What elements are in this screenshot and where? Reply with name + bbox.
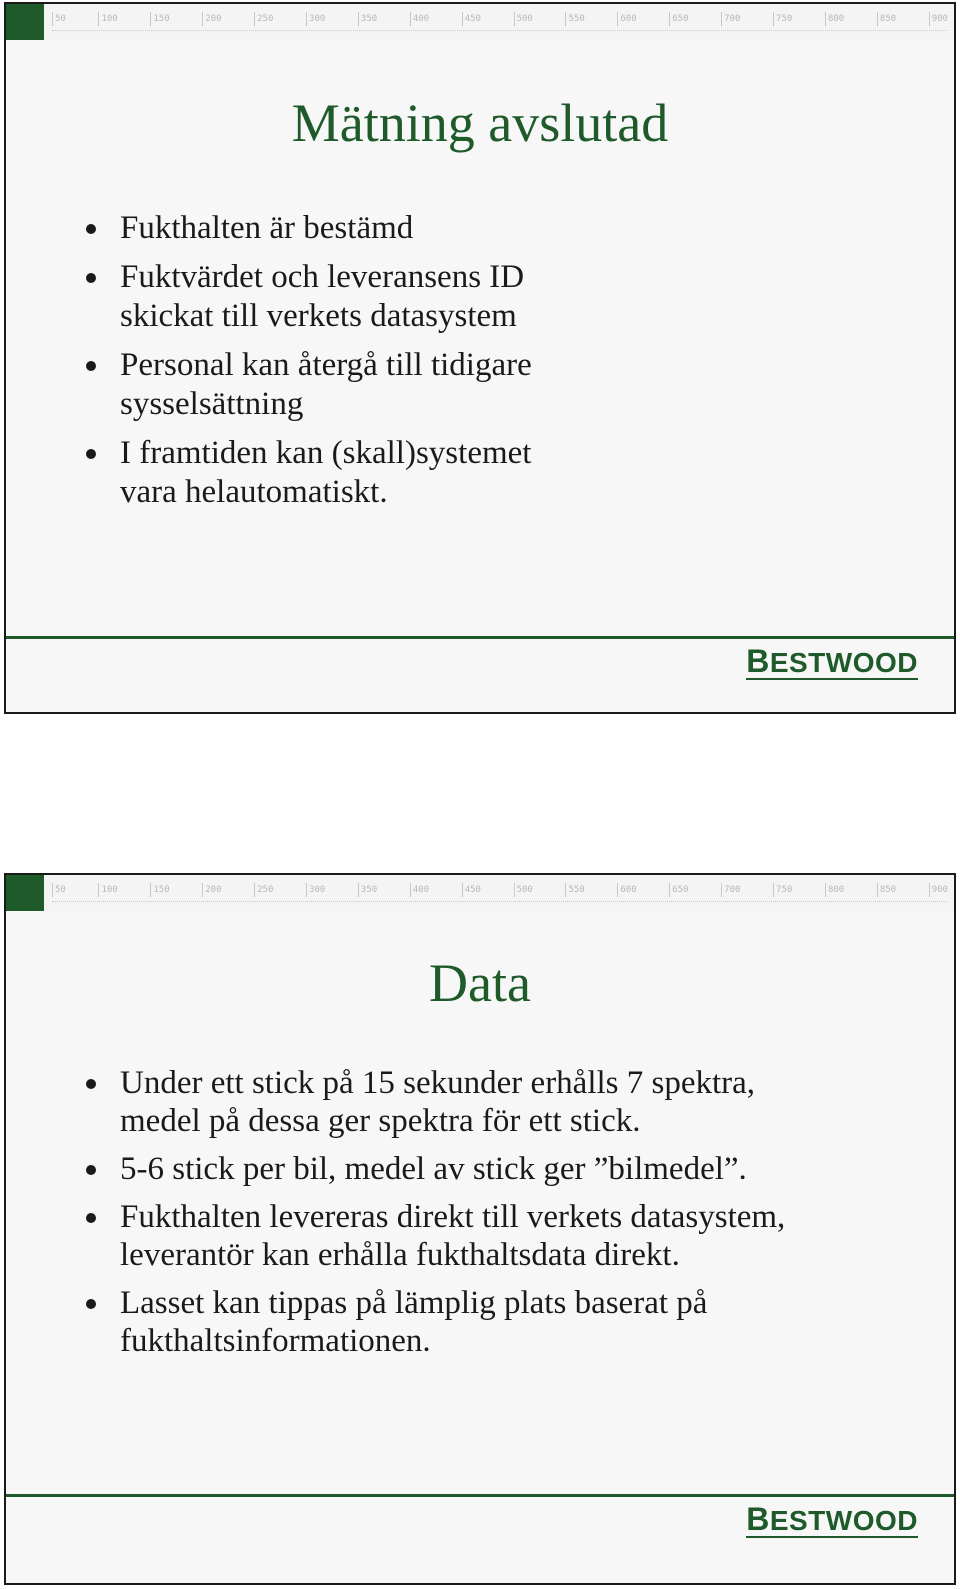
bullet-item: Under ett stick på 15 sekunder erhålls 7 spektra, medel på dessa ger spektra för ett stick. bbox=[83, 1064, 843, 1140]
ruler-tick: 700 bbox=[721, 883, 740, 897]
ruler-tick: 900 bbox=[929, 883, 948, 897]
slide-header-bar bbox=[6, 4, 954, 40]
ruler-tick: 150 bbox=[150, 12, 169, 26]
ruler-tick: 200 bbox=[202, 883, 221, 897]
corner-block bbox=[6, 875, 44, 911]
bullet-item: Lasset kan tippas på lämplig plats baserat på fukthaltsinformationen. bbox=[83, 1284, 843, 1360]
ruler-tick: 600 bbox=[617, 12, 636, 26]
ruler-tick: 400 bbox=[410, 12, 429, 26]
ruler-tick: 250 bbox=[254, 12, 273, 26]
ruler-tick: 850 bbox=[877, 883, 896, 897]
corner-block bbox=[6, 4, 44, 40]
ruler-tick: 550 bbox=[565, 12, 584, 26]
ruler-tick: 300 bbox=[306, 12, 325, 26]
ruler-tick: 650 bbox=[669, 12, 688, 26]
ruler-tick: 700 bbox=[721, 12, 740, 26]
ruler-tick: 550 bbox=[565, 883, 584, 897]
slide-title: Mätning avslutad bbox=[291, 93, 669, 153]
ruler bbox=[52, 12, 948, 36]
slide-header-bar bbox=[6, 875, 954, 911]
ruler-tick: 350 bbox=[358, 883, 377, 897]
ruler-tick: 100 bbox=[98, 12, 117, 26]
ruler-tick: 500 bbox=[514, 12, 533, 26]
ruler-tick: 350 bbox=[358, 12, 377, 26]
bullet-item: Fukthalten är bestämd bbox=[83, 209, 543, 248]
bullet-list bbox=[83, 1064, 843, 1370]
ruler-tick: 650 bbox=[669, 883, 688, 897]
ruler-tick: 400 bbox=[410, 883, 429, 897]
ruler-tick: 450 bbox=[462, 883, 481, 897]
ruler-tick: 100 bbox=[98, 883, 117, 897]
footer-divider bbox=[6, 636, 954, 639]
ruler-tick: 50 bbox=[52, 883, 66, 897]
ruler-tick: 600 bbox=[617, 883, 636, 897]
bullet-item: I framtiden kan (skall)systemet vara helautomatiskt. bbox=[83, 434, 543, 512]
ruler-tick: 50 bbox=[52, 12, 66, 26]
ruler bbox=[52, 883, 948, 907]
ruler-tick: 750 bbox=[773, 883, 792, 897]
bestwood-logo: BESTWOOD bbox=[746, 1501, 918, 1537]
ruler-tick: 300 bbox=[306, 883, 325, 897]
ruler-tick: 150 bbox=[150, 883, 169, 897]
bullet-list bbox=[83, 209, 543, 522]
ruler-tick: 800 bbox=[825, 883, 844, 897]
ruler-tick: 800 bbox=[825, 12, 844, 26]
ruler-tick: 900 bbox=[929, 12, 948, 26]
bullet-item: Fukthalten levereras direkt till verkets datasystem, leverantör kan erhålla fukthaltsdata direkt. bbox=[83, 1198, 843, 1274]
ruler-dotted-line bbox=[52, 901, 948, 903]
bestwood-logo: BESTWOOD bbox=[746, 643, 918, 679]
ruler-tick: 200 bbox=[202, 12, 221, 26]
bullet-item: Fuktvärdet och leveransens ID skickat till verkets datasystem bbox=[83, 258, 543, 336]
bullet-item: 5-6 stick per bil, medel av stick ger ”bilmedel”. bbox=[83, 1150, 843, 1188]
ruler-tick: 250 bbox=[254, 883, 273, 897]
footer-divider bbox=[6, 1494, 954, 1497]
ruler-tick: 750 bbox=[773, 12, 792, 26]
bullet-item: Personal kan återgå till tidigare sysselsättning bbox=[83, 346, 543, 424]
ruler-tick: 850 bbox=[877, 12, 896, 26]
ruler-dotted-line bbox=[52, 30, 948, 32]
ruler-tick: 500 bbox=[514, 883, 533, 897]
slide-title: Data bbox=[429, 953, 531, 1013]
ruler-tick: 450 bbox=[462, 12, 481, 26]
